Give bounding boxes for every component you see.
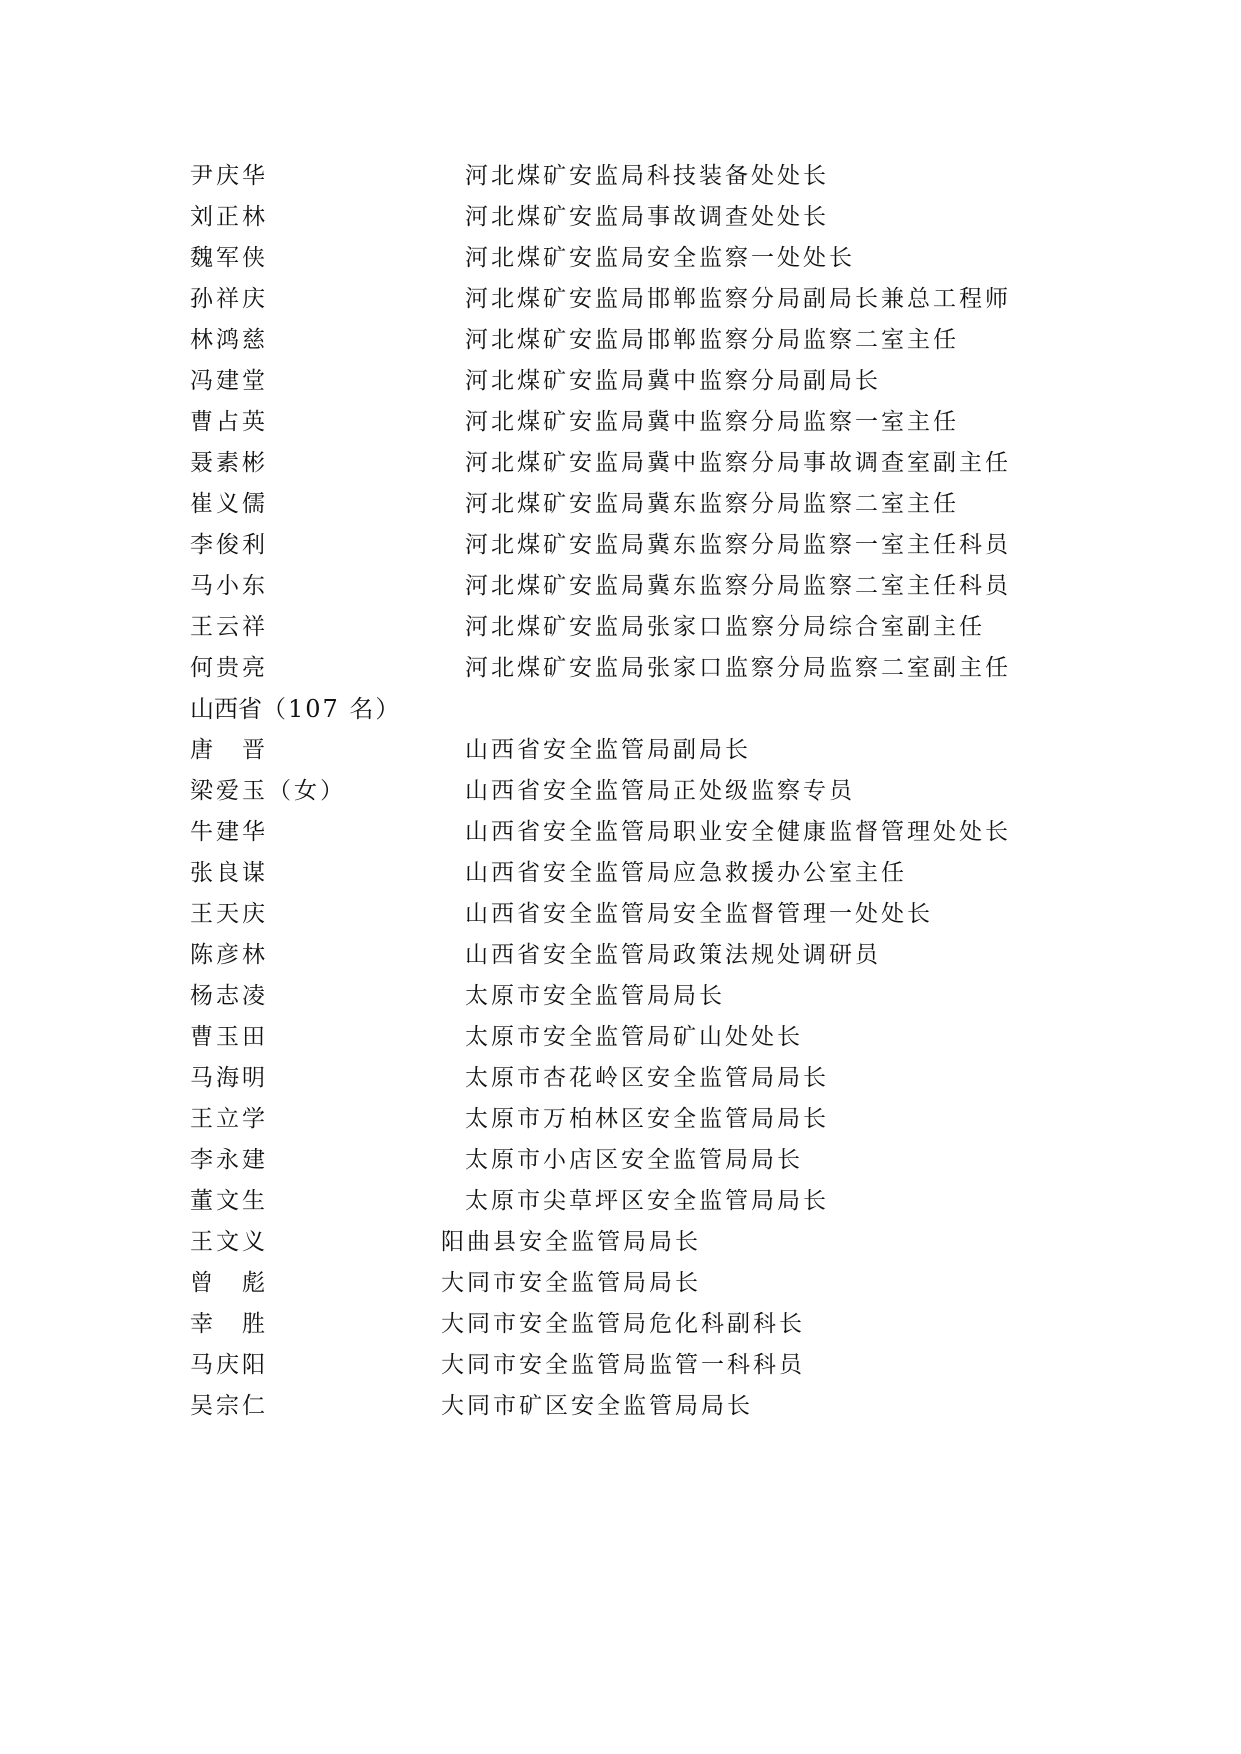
person-title: 山西省安全监管局副局长 (465, 737, 751, 763)
person-name: 牛建华 (190, 819, 268, 845)
person-title: 山西省安全监管局安全监督管理一处处长 (465, 901, 933, 927)
list-item (0, 566, 1241, 606)
person-name: 幸 胜 (190, 1311, 268, 1337)
list-item (0, 320, 1241, 360)
person-name: 王文义 (190, 1229, 268, 1255)
person-name: 梁爱玉（女） (190, 778, 346, 804)
person-name: 冯建堂 (190, 368, 268, 394)
person-title: 河北煤矿安监局科技装备处处长 (465, 163, 829, 189)
person-title: 大同市安全监管局局长 (441, 1270, 701, 1296)
person-name: 孙祥庆 (190, 286, 268, 312)
person-name: 曹玉田 (190, 1024, 268, 1050)
person-title: 山西省安全监管局政策法规处调研员 (465, 942, 881, 968)
list-item (0, 1304, 1241, 1344)
person-title: 河北煤矿安监局冀中监察分局副局长 (465, 368, 881, 394)
person-name: 陈彦林 (190, 942, 268, 968)
person-name: 魏军侠 (190, 245, 268, 271)
list-item (0, 361, 1241, 401)
person-name: 张良谋 (190, 860, 268, 886)
person-name: 唐 晋 (190, 737, 268, 763)
person-name: 何贵亮 (190, 655, 268, 681)
person-name: 王云祥 (190, 614, 268, 640)
person-title: 河北煤矿安监局冀东监察分局监察二室主任 (465, 491, 959, 517)
person-name: 聂素彬 (190, 450, 268, 476)
person-name: 曹占英 (190, 409, 268, 435)
section-heading-name: 山西省 (190, 695, 262, 723)
list-item (0, 853, 1241, 893)
person-title: 大同市矿区安全监管局局长 (441, 1393, 753, 1419)
list-item (0, 484, 1241, 524)
list-item (0, 1386, 1241, 1426)
list-item (0, 1099, 1241, 1139)
list-item (0, 812, 1241, 852)
list-item (0, 525, 1241, 565)
person-title: 河北煤矿安监局张家口监察分局监察二室副主任 (465, 655, 1011, 681)
list-item (0, 648, 1241, 688)
person-name: 尹庆华 (190, 163, 268, 189)
list-item (0, 607, 1241, 647)
person-title: 山西省安全监管局职业安全健康监督管理处处长 (465, 819, 1011, 845)
list-item (0, 771, 1241, 811)
list-item (0, 402, 1241, 442)
person-name: 马海明 (190, 1065, 268, 1091)
person-title: 太原市杏花岭区安全监管局局长 (465, 1065, 829, 1091)
person-title: 河北煤矿安监局冀中监察分局事故调查室副主任 (465, 450, 1011, 476)
list-item (0, 238, 1241, 278)
person-title: 河北煤矿安监局冀东监察分局监察一室主任科员 (465, 532, 1011, 558)
list-item (0, 1140, 1241, 1180)
list-item (0, 1345, 1241, 1385)
list-item (0, 1181, 1241, 1221)
person-title: 河北煤矿安监局冀中监察分局监察一室主任 (465, 409, 959, 435)
person-title: 河北煤矿安监局安全监察一处处长 (465, 245, 855, 271)
person-name: 李俊利 (190, 532, 268, 558)
section-heading (190, 689, 401, 729)
person-title: 太原市尖草坪区安全监管局局长 (465, 1188, 829, 1214)
person-title: 河北煤矿安监局张家口监察分局综合室副主任 (465, 614, 985, 640)
person-name: 董文生 (190, 1188, 268, 1214)
person-title: 河北煤矿安监局冀东监察分局监察二室主任科员 (465, 573, 1011, 599)
list-item (0, 1058, 1241, 1098)
list-item (0, 279, 1241, 319)
person-title: 河北煤矿安监局事故调查处处长 (465, 204, 829, 230)
person-name: 马小东 (190, 573, 268, 599)
person-title: 太原市小店区安全监管局局长 (465, 1147, 803, 1173)
person-name: 吴宗仁 (190, 1393, 268, 1419)
list-item (0, 935, 1241, 975)
person-name: 马庆阳 (190, 1352, 268, 1378)
person-title: 山西省安全监管局正处级监察专员 (465, 778, 855, 804)
person-title: 山西省安全监管局应急救援办公室主任 (465, 860, 907, 886)
list-item (0, 1263, 1241, 1303)
list-item (0, 730, 1241, 770)
person-title: 大同市安全监管局监管一科科员 (441, 1352, 805, 1378)
list-item (0, 1017, 1241, 1057)
list-item (0, 443, 1241, 483)
list-item (0, 197, 1241, 237)
person-title: 大同市安全监管局危化科副科长 (441, 1311, 805, 1337)
person-title: 河北煤矿安监局邯郸监察分局副局长兼总工程师 (465, 286, 1011, 312)
person-name: 王天庆 (190, 901, 268, 927)
person-title: 太原市万柏林区安全监管局局长 (465, 1106, 829, 1132)
person-name: 刘正林 (190, 204, 268, 230)
person-title: 太原市安全监管局局长 (465, 983, 725, 1009)
list-item (0, 156, 1241, 196)
person-title: 河北煤矿安监局邯郸监察分局监察二室主任 (465, 327, 959, 353)
section-heading-count: （107 名） (262, 695, 402, 723)
person-name: 李永建 (190, 1147, 268, 1173)
person-title: 太原市安全监管局矿山处处长 (465, 1024, 803, 1050)
person-name: 曾 彪 (190, 1270, 268, 1296)
list-item (0, 1222, 1241, 1262)
person-title: 阳曲县安全监管局局长 (441, 1229, 701, 1255)
person-name: 王立学 (190, 1106, 268, 1132)
person-name: 崔义儒 (190, 491, 268, 517)
person-name: 林鸿慈 (190, 327, 268, 353)
person-name: 杨志凌 (190, 983, 268, 1009)
list-item (0, 976, 1241, 1016)
list-item (0, 894, 1241, 934)
